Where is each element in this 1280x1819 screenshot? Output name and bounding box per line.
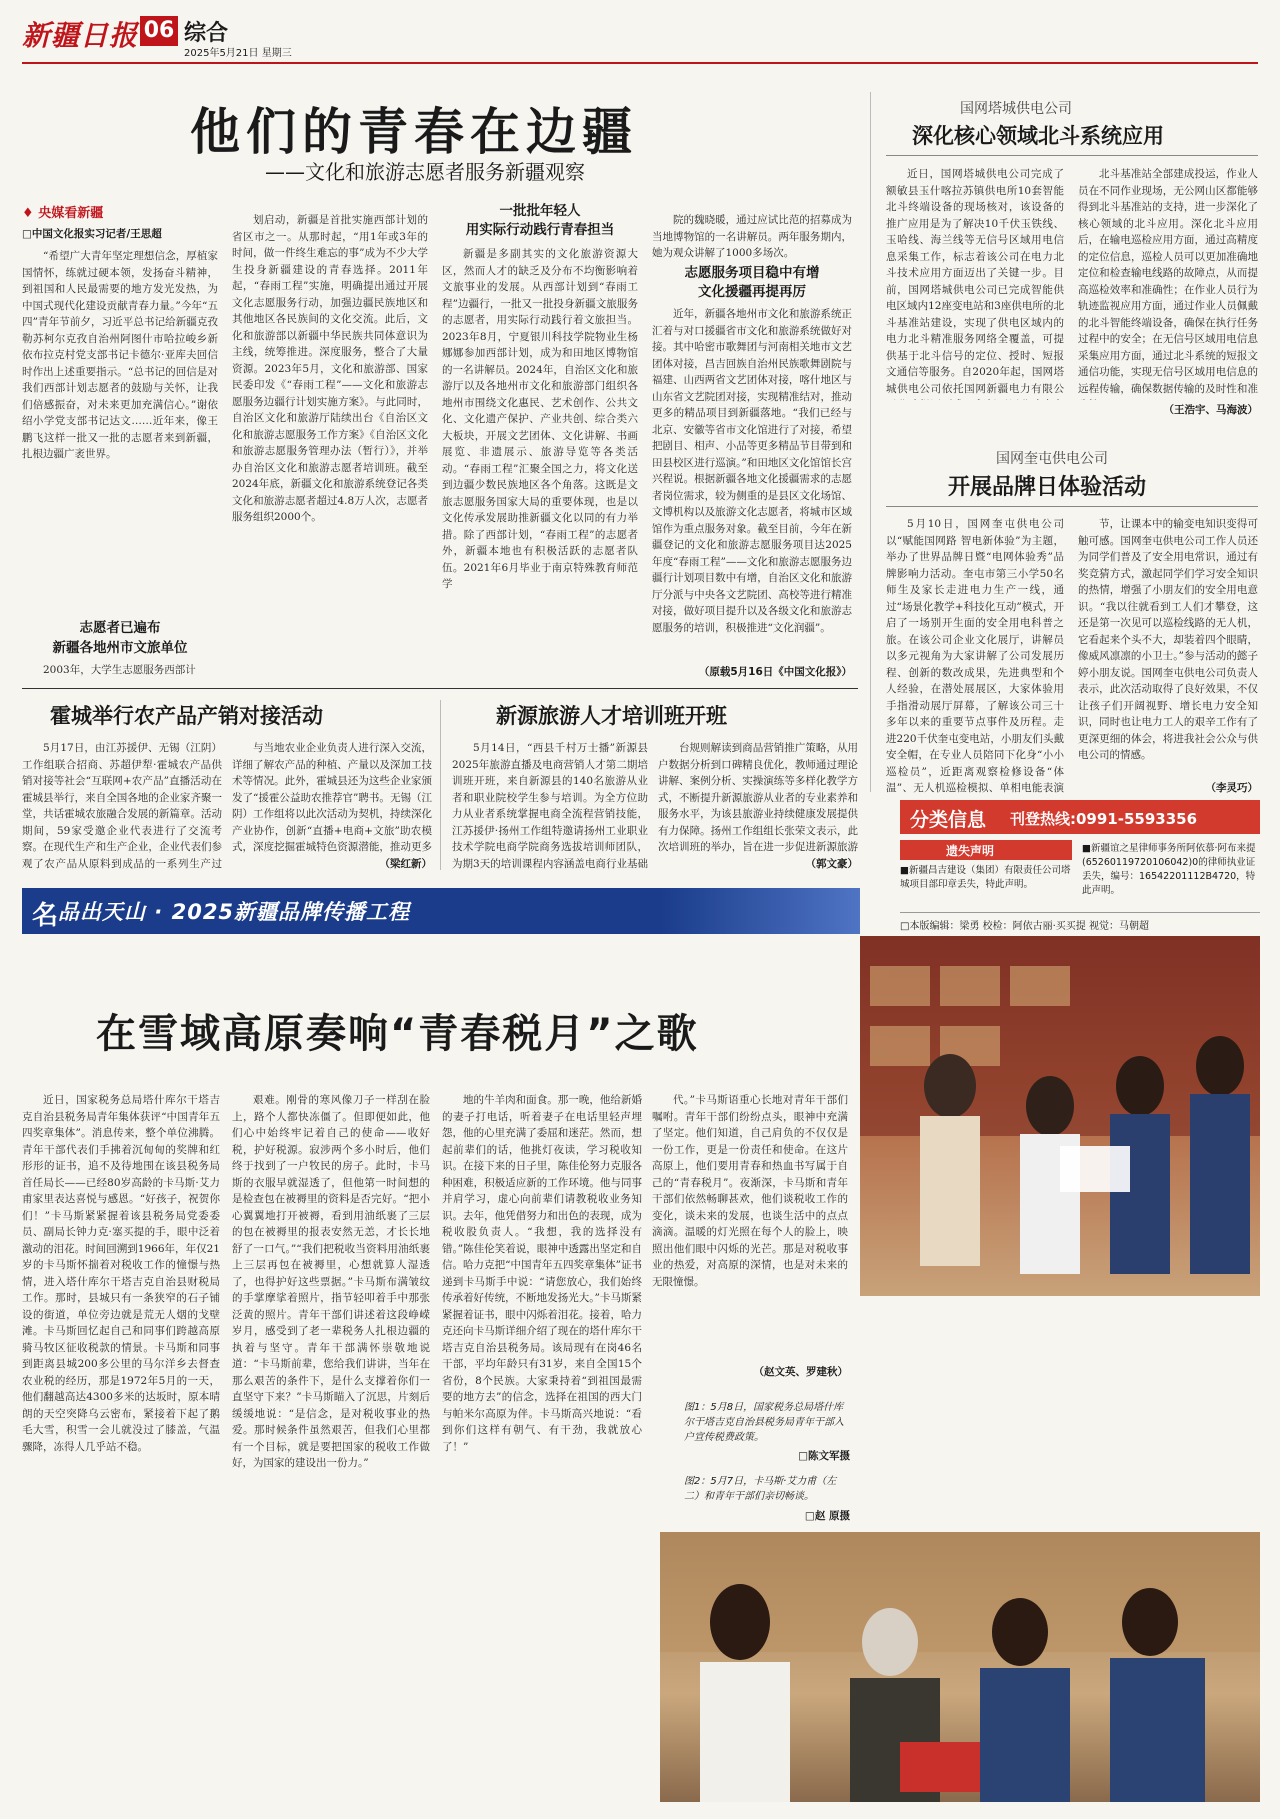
classifieds-hotline: 刊登热线:0991-5593356	[1010, 810, 1198, 828]
lead-col-4-text: 院的魏晓暖，通过应试比范的招募成为当地博物馆的一名讲解员。两年服务期内，她为观众讲解了1000多场次。	[652, 214, 852, 259]
right-mid-col-1-text: 5月10日，国网奎屯供电公司以“赋能国网路 智电新体验”为主题，举办了世界品牌日暨“电网体验秀”品牌影响力活动。奎屯市第三小学50名师生及家长走进电力生产一线，通过“场景化教学+科技化互动”模式，开启了一场别开生面的安全用电科普之旅。在该公司企业文化展厅，讲解员以多元视角为大家讲解了公司发展历程、创新的数改成果，先进典型和个人经验，在潜处展展区，大家体验用手指滑动展厅屏幕，了解该公司三十多年以来的重要节点事件及历程。走进220千伏奎屯变电站，小朋友们头戴安全帽，在专业人员陪同下化身“小小巡检员”，近距离观察检修设备“体温”、无人机巡检模拟、单相电能表演	[886, 518, 1064, 794]
feature-col-4-text: 代。”卡马斯语重心长地对青年干部们嘱咐。青年干部们纷纷点头，眼神中充满了坚定。他们知道，自己肩负的不仅仅是一份工作，更是一份责任和使命。在这片高原上，他们要用青春和热血书写属于自己的“青春税月”。夜渐深，卡马斯和青年干部们依然畅聊甚欢，他们谈税收工作的变化，谈未来的发展，也谈生活中的点点滴滴。温暖的灯光照在每个人的脸上，映照出他们眼中闪烁的光芒。那是对税收事业的热爱，对高原的深情，也是对未来的无限憧憬。	[652, 1094, 848, 1288]
right-mid-col-2-text: 节，让课本中的输变电知识变得可触可感。国网奎屯供电公司工作人员还为同学们普及了安全用电常识，通过有奖竞猜方式，激起同学们学习安全知识的热情，增强了小朋友们的安全用电意识。“我以往就看到工人们才攀登，这还是第一次见可以巡检线路的无人机，它看起来个头不大，却装着四个眼睛，像威风凛凛的小卫士。”参与活动的懿子婷小朋友说。国网奎屯供电公司负责人表示，此次活动取得了良好效果，不仅让孩子们开阔视野、增长电力安全知识，同时也让电力工人的艰辛工作有了更深更细的体会，将进我社会公众与供电公司的情感。	[1078, 518, 1258, 761]
issue-date: 2025年5月21日 星期三	[184, 48, 292, 59]
feature-col-3	[442, 1092, 642, 1802]
classifieds-title: 分类信息	[910, 809, 987, 831]
right-top-col-1-text: 近日，国网塔城供电公司完成了额敏县玉什喀拉苏镇供电所10套智能北斗终端设备的现场核对，该设备的推广应用是为了解决10千伏玉铁线、玉哈线、海兰线等无信号区域用电信息采集工作，标志着该公司在电力北斗技术应用方面迈出了关键一步。目前，国网塔城供电公司已完成智能供电区域内12座变电站和3座供电所的北斗基准站建设，实现了供电区域内的电力北斗精准服务网络全覆盖，可提供基于北斗信号的定位、授时、短报文通信等服务。自2020年起，国网塔城供电公司依托国网新疆电力有限公	[886, 168, 1064, 395]
right-mid-byline: （李灵巧）	[1205, 782, 1258, 794]
xinyuan-title: 新源旅游人才培训班开班	[496, 704, 727, 728]
lead-headline: 他们的青春在边疆	[190, 102, 638, 161]
xinyuan-col-1	[452, 740, 648, 872]
notice-title-box	[900, 840, 1072, 860]
feature-col-2-text: 艰难。刚骨的寒风像刀子一样刮在脸上，路个人都快冻僵了。但即便如此，他们心中始终牢记着自己的使命——收好税，护好税源。寂涉两个多小时后，他们终于找到了一户牧民的房子。此时，卡马斯的衣服早就湿透了，但他第一时间想的是检查包在被褥里的资料是否完好。“把小心翼翼地打开被褥，看到用油纸裹了三层的包在被褥里的报表安然无恙，才长长地舒了一口气。”“我们把税收当资料用油纸裹上三层再包在被褥里，心想就算人湿透了，也得护好这些票据。”卡马斯布满皱纹的手掌摩挲着照片，指节轻叩着手中那张泛黄的照片。青年干部们讲述着这段峥嵘岁月，感受到了老一辈税务人扎根边疆的执着与坚守。青年干部满怀崇敬地说道：“卡马斯前辈，您给我们讲讲，当年在那么艰苦的条件下，是什么支撑着你们一直坚守下来？”卡马斯瞄入了沉思，片刻后缓缓地说：“是信念，是对税收事业的热爱。那时候条件虽然艰苦，但我们心里都有一个目标，就是要把国家的税收工作做好，为国家的建设出一份力。”	[232, 1094, 430, 1469]
photo-1-credit: □陈文军摄	[798, 1450, 850, 1462]
right-top-col-2-text: 北斗基准站全部建成投运，作业人员在不同作业现场，无公网山区都能够得到北斗基准站的支持，进一步深化了核心领域的北斗应用。深化北斗应用后，在输电巡检应用方面，通过高精度的定位信息，巡检人员可以更加准确地定位和检查输电线路的故障点，从而提高巡检效率和准确性；在作业人员行为轨迹监视应用方面，通过作业人员佩戴的北斗智能终端设备，确保在执行任务过程中的安全；在无信号区域用电信息采集应用方面，通过北斗系统的短报文通信功能，实现无信号区域用电信息的远程传输，确保数据传输的及时性和准	[1078, 168, 1258, 395]
feature-col-3-text: 地的牛羊肉和面食。那一晚，他给新婚的妻子打电话，听着妻子在电话里轻声埋怨，他的心里充满了委屈和迷茫。然而，想起前辈们的话，他挑灯夜读，学习税收知识。在接下来的日子里，陈佳伦努力克服各种困难，积极适应新的工作环境。他与同事并肩学习，虚心向前辈们请教税收业务知识。去年，他凭借努力和出色的表现，成为税收股负责人。“我想，我的选择没有错。”陈佳伦笑着说，眼神中透露出坚定和自信。哈力克把“中国青年五四奖章集体”证书递到卡马斯手中说：“请您放心，我们始终传承着好传统，不断地发扬光大。”卡马斯紧紧握着证书，眼中闪烁着泪花。接着，哈力克还向卡马斯详细介绍了现在的塔什库尔干塔吉克自治县税务局。该局现有在岗46名干部，平均年龄只有31岁，来自全国15个省份，8个民族。大家秉持着“到祖国最需要的地方去”的信念，选择在祖国的西大门与帕米尔高原为伴。卡马斯高兴地说：“看到你们这样有朝气、有干劲，我就放心了！”	[442, 1094, 642, 1453]
xinyuan-col-2	[658, 740, 858, 856]
section-rule	[22, 688, 858, 689]
right-mid-title: 开展品牌日体验活动	[948, 475, 1147, 500]
huocheng-col-1-text: 5月17日，由江苏援伊、无锡（江阴）工作组联合招商、苏超伊犁·霍城农产品供销对接等社会“互联网+农产品”直播活动在霍城县举行，来自全国各地的企业家齐聚一堂，共话霍城农旅融合发展的新篇章。活动期间，59家受邀企业代表进行了交流考察。在现代生产和生产企业，企业代表们参观了农产品从原料到成品的一系列生产过	[22, 742, 222, 870]
xinyuan-col-1-text: 5月14日，“西县千村万士播”新源县2025年旅游直播及电商营销人才第二期培训班开班，来自新源县的140名旅游从业者和职业院校学生参与培训。为全方位助力从业者系统掌握电商全流程营销技能，江苏援伊·扬州工作组特邀请扬州工业职业技术学院电商学院商务选拔培训师团队，为期3天的培训课程内容涵盖电商行业基础	[452, 742, 648, 870]
lead-col-1	[22, 248, 218, 616]
lead-col-3-text: 新疆是多副其实的文化旅游资源大区，然而人才的缺乏及分布不均衡影响着文旅事业的发展。从西部计划到“春雨工程”边疆行，一批又一批投身新疆文旅服务的志愿者，用实际行动践行着文旅担当。2023年8月，宁夏银川科技学院物业生杨娜娜参加西部计划，成为和田地区博物馆的一名讲解员。2024年，自治区文化和旅游厅以及各地州市文化和旅游部门组织各地州市围绕文化惠民、艺术创作、公共文化、文化遗产保护、产业共创、综合类六大板块，开展文艺团体、文化讲解、书画展览、非遗展示、旅游导览等各类活动。“春雨工程”汇聚全国之力，将文化送到边疆少数民族地区各个角落。这既是文旅志愿服务国家大局的重要体现，也是以文化传承发展助推新疆文化以同的有力举措。除了西部计划，“春雨工程”的志愿者外，新疆本地也有积极活跃的志愿者队伍。2021年6月毕业于南京特殊教育师范学	[442, 248, 638, 590]
banner-gradient	[660, 888, 860, 934]
huocheng-col-1	[22, 740, 222, 872]
huocheng-col-2	[232, 740, 432, 856]
source-tag	[22, 202, 103, 221]
photo-1-caption: 图1：5月8日，国家税务总局塔什库尔干塔吉克自治县税务局青年干部入户宣传税费政策。	[684, 1402, 844, 1443]
column-divider	[440, 700, 441, 870]
notice-title: 遗失声明	[946, 844, 995, 858]
lead-subhead-2: 一批批年轻人 用实际行动践行青春担当	[465, 203, 615, 238]
right-top-org: 国网塔城供电公司	[960, 101, 1072, 117]
lead-col-1-tail	[22, 662, 218, 679]
feature-col-1-text: 近日，国家税务总局塔什库尔干塔吉克自治县税务局青年集体获评“中国青年五四奖章集体”。消息传来，整个单位沸腾。青年干部代表们手拂着沉甸甸的奖牌和红形形的证书，追不及待地围在该县税务局首任局长——已经80岁高龄的卡马斯·艾力甫家里表达喜悦与感恩。“好孩子，祝贺你们！”卡马斯紧紧握着该县税务局党委委员、副局长钟力克·塞买提的手，眼中泛着激动的泪花。时间回溯到1966年，年仅21岁的卡马斯怀揣着对税收工作的憧憬与热情，进入塔什库尔干塔吉克自治县财税局工作。那时，县城只有一条狭窄的石子铺设的街道，单位旁边就是荒无人烟的戈壁滩。卡马斯回忆起自己和同事们跨越高原骑马牧区征收税款的情景。卡马斯和同事到距离县城200多公里的马尔洋乡去督查农业税的经历，那是1972年5月的一天，他们翻越高达4300多米的达坂时，原本晴朗的天空突降乌云密布，紧接着下起了鹅毛大雪，积雪一会儿就没过了膝盖，气温骤降，冻得人几乎站不稳。	[22, 1094, 220, 1453]
photo-2-caption: 图2：5月7日，卡马斯·艾力甫（左二）和青年干部们亲切畅谈。	[684, 1476, 837, 1502]
xinyuan-col-2-text: 台规则解读到商品营销推广策略，从用户数据分析到口碑精良优化，教师通过理论讲解、案例分析、实操演练等多样化教学方式，不断提升新源旅游从业者的专业素养和服务水平，为该县旅游业持续健康发展提供有力保障。扬州工作组组长张荣文表示，此次培训班的举办，旨在进一步促进新源旅游	[658, 742, 858, 853]
source-tag-label: 央媒看新疆	[38, 206, 104, 221]
lead-col-3	[442, 246, 638, 680]
page-number: 06	[140, 16, 178, 46]
right-top-col-1	[886, 166, 1064, 400]
lead-col-4	[652, 212, 852, 262]
feature-photo-1	[860, 936, 1260, 1296]
lead-col-4b	[652, 306, 852, 662]
right-mid-col-2	[1078, 516, 1258, 778]
right-top-rule	[886, 155, 1258, 156]
masthead-rule	[22, 62, 1258, 64]
photo-2-illustration	[660, 1532, 1260, 1802]
notice-1: ■新疆昌吉建设（集团）有限责任公司塔城项目部印章丢失，特此声明。	[900, 865, 1071, 890]
right-top-title: 深化核心领域北斗系统应用	[912, 124, 1164, 148]
feature-col-2	[232, 1092, 430, 1802]
right-mid-org: 国网奎屯供电公司	[996, 451, 1108, 467]
lead-col-4b-text: 近年，新疆各地州市文化和旅游系统正汇着与对口援疆省市文化和旅游系统做好对接。其中哈密市歌舞团与河南相关地市文艺团体对接，昌吉回族自治州民族歌舞剧院与福建、山西两省文艺团体对接，喀什地区与山东省文艺院团对接，实现精准结对，推动更多的精品项目到新疆落地。“我们已经与北京、安徽等省市文化馆进行了对接，希望把剧目、相声、小品等更多精品节目带到和田县校区进行巡演。”和田地区文化馆馆长宫兴程说。根据新疆各地文化援疆需求的志愿者岗位需求，较为侧重的是县区文化场馆、文博机构以及旅游文化志愿者，将城市区域馆作为重点服务对象。截至目前，今年在新疆登记的文化和旅游志愿服务项目达2025年度“春雨工程”——文化和旅游志愿服务边疆行计划项目数中有增，自治区文化和旅游厅分派与中央各文艺院团、高校等进行精准对接，做好项目提升以及各级文化和旅游志愿服务的培训，积极推进“文化润疆”。	[652, 308, 852, 634]
lead-col-1-tail-text: 2003年，大学生志愿服务西部计	[43, 664, 196, 676]
feature-col-4	[652, 1092, 848, 1362]
xinyuan-byline: （郭文豪）	[805, 858, 858, 870]
masthead	[22, 14, 1258, 64]
right-top-byline: （王浩宇、马海波）	[1163, 404, 1258, 416]
page-credits: □本版编辑：梁勇 校检：阿依古丽·买买提 视觉：马朝超	[900, 912, 1260, 932]
section-name: 综合	[184, 21, 229, 46]
huocheng-col-2-text: 与当地农业企业负责人进行深入交流，详细了解农产品的种植、产量以及深加工技术等情况。此外，霍城县还为这些企业家颁发了“援霍公益助农推荐官”聘书。无锡（江阴）工作组将以此次活动为契机，持续深化产业协作，创新“直播+电商+文旅”助农模式，深度挖掘霍城特色资源潜能，推动更多	[232, 742, 432, 853]
lead-byline: □中国文化报实习记者/王思超	[22, 228, 162, 240]
lead-subhead-1: 志愿者已遍布 新疆各地州市文旅单位	[52, 620, 188, 656]
feature-photo-2	[660, 1532, 1260, 1802]
column-divider	[870, 92, 871, 792]
classifieds-bar	[900, 800, 1260, 834]
flame-icon: ♦	[22, 206, 34, 221]
lead-subheadline: ——文化和旅游志愿者服务新疆观察	[265, 160, 585, 184]
right-mid-rule	[886, 506, 1258, 507]
brand-banner	[22, 888, 860, 934]
right-mid-col-1	[886, 516, 1064, 798]
banner-text: 品出天山 · 2025新疆品牌传播工程	[58, 900, 411, 924]
brand-mark-icon: 名	[32, 901, 59, 931]
lead-credit: （原载5月16日《中国文化报》）	[698, 666, 852, 678]
photo-2-credit: □赵 原摄	[804, 1510, 850, 1522]
huocheng-title: 霍城举行农产品产销对接活动	[50, 704, 323, 728]
photo-1-illustration	[860, 936, 1260, 1296]
lead-col-2	[232, 212, 428, 680]
feature-headline: 在雪域高原奏响“青春税月”之歌	[96, 1011, 699, 1057]
newspaper-logo: 新疆日报	[22, 19, 139, 52]
lead-col-1-text: “希望广大青年坚定理想信念，厚植家国情怀，练就过硬本领，发扬奋斗精神，到祖国和人民最需要的地方发光发热，为中国式现代化建设贡献青春力量。”今年“五四”青年节前夕，习近平总书记给新疆克孜勒苏柯尔克孜自治州阿图什市哈拉峻乡新依布拉克村党支部书记卡德尔·亚库夫回信时作出上述重要指示。“总书记的回信是对我们西部计划志愿者的鼓励与关怀，让我们倍感振奋，对未来更加充满信心。”谢依绍小学党支部书记达文……近年来，像王鹏飞这样一批又一批的志愿者来到新疆，扎根边疆广袤世界。	[22, 250, 218, 460]
huocheng-byline: （梁红新）	[379, 858, 432, 870]
feature-col-1	[22, 1092, 220, 1802]
notice-2: ■新疆谊之星律师事务所阿依慕·阿布来提(65260119720106042)0的律师执业证丢失，编号：16542201112B4720，特此声明。	[1082, 843, 1256, 896]
right-top-col-2	[1078, 166, 1258, 400]
lead-col-2-text: 划启动，新疆是首批实施西部计划的省区市之一。从那时起，“用1年或3年的时间，做一件终生难忘的事”成为不少大学生投身新疆建设的青春选择。2011年起，“春雨工程”实施，明确提出通过开展文化志愿服务行动，加强边疆民族地区和其他地区各民族间的文化交流。此后，文化和旅游部以新疆中华民族共同体意识为主线，统筹推进。深度服务，整合了大量资源。2023年5月，文化和旅游部、国家民委印发《“春雨工程”——文化和旅游志愿服务边疆行计划实施方案》。与此同时，自治区文化和旅游厅陆续出台《自治区文化和旅游志愿服务工作方案》《自治区文化和旅游志愿服务管理办法（暂行）》，并举办自治区文化和旅游志愿者培训班。截至2024年底，新疆文化和旅游系统登记各类文化和旅游志愿者超过4.8万人次，志愿者服务组织2000个。	[232, 214, 428, 523]
feature-byline: （赵文英、罗建秋）	[753, 1366, 848, 1378]
lead-subhead-3: 志愿服务项目稳中有增 文化援疆再提再厉	[684, 265, 820, 300]
